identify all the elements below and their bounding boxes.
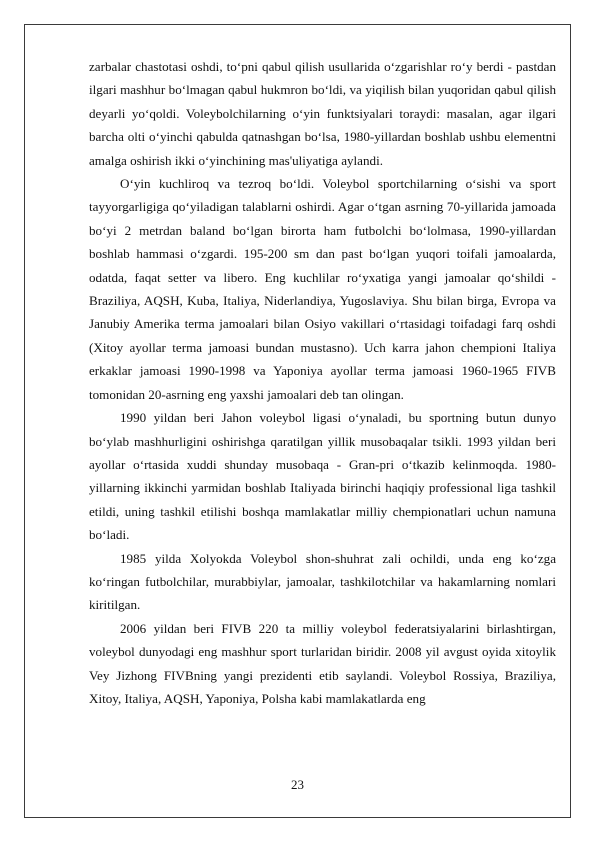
paragraph-3: 1990 yildan beri Jahon voleybol ligasi o‘ynaladi, bu sportning butun dunyo bo‘ylab mashhurligini oshirishga qaratilgan yillik musobaqalar tsikli. 1993 yildan beri ayollar o‘rtasida xuddi shunday musobaqa - Gran-pri o‘tkazib kelinmoqda. 1980-yillarning ikkinchi yarmidan boshlab Italiyada birinchi haqiqiy professional liga tashkil etildi, uning tashkil etilishi boshqa mamlakatlar milliy chempionatlari uchun namuna bo‘ladi.: [89, 410, 556, 543]
paragraph-2: O‘yin kuchliroq va tezroq bo‘ldi. Voleybol sportchilarning o‘sishi va sport tayyorgarligiga qo‘yiladigan talablarni oshirdi. Agar o‘tgan asrning 70-yillarida jamoada bo‘yi 2 metrdan baland bo‘lgan birorta ham futbolchi bo‘lolmasa, 1990-yillardan boshlab hammasi o‘zgardi. 195-200 sm dan past bo‘lgan yuqori toifali jamoalarda, odatda, faqat setter va libero. Eng kuchlilar ro‘yxatiga yangi jamoalar qo‘shildi - Braziliya, AQSH, Kuba, Italiya, Niderlandiya, Yugoslaviya. Shu bilan birga, Evropa va Janubiy Amerika terma jamoalari bilan Osiyo vakillari o‘rtasidagi toifadagi farq oshdi (Xitoy ayollar terma jamoasi bundan mustasno). Uch karra jahon chempioni Italiya erkaklar jamoasi 1990-1998 va Yaponiya ayollar terma jamoasi 1960-1965 FIVB tomonidan 20-asrning eng yaxshi jamoalari deb tan olingan.: [89, 176, 556, 402]
body-text: [89, 55, 556, 710]
paragraph-5: 2006 yildan beri FIVB 220 ta milliy voleybol federatsiyalarini birlashtirgan, voleybol dunyodagi eng mashhur sport turlaridan biridir. 2008 yil avgust oyida xitoylik Vey Jizhong FIVBning yangi prezidenti etib saylandi. Voleybol Rossiya, Braziliya, Xitoy, Italiya, AQSH, Yaponiya, Polsha kabi mamlakatlarda eng: [89, 620, 556, 706]
paragraph-1: zarbalar chastotasi oshdi, to‘pni qabul qilish usullarida o‘zgarishlar ro‘y berdi - pastdan ilgari mashhur bo‘lmagan qabul hukmron bo‘ldi, va yiqilish bilan yuqoridan qabul qilish deyarli yo‘qoldi. Voleybolchilarning o‘yin funktsiyalari toraydi: masalan, agar ilgari barcha olti o‘yinchi qabulda qatnashgan bo‘lsa, 1980-yillardan boshlab ushbu elementni amalga oshirish ikki o‘yinchining mas'uliyatiga aylandi.: [89, 59, 556, 168]
page-number: 23: [291, 777, 304, 792]
paragraph-4: 1985 yilda Xolyokda Voleybol shon-shuhrat zali ochildi, unda eng ko‘zga ko‘ringan futbolchilar, murabbiylar, jamoalar, tashkilotchilar va hakamlarning nomlari kiritilgan.: [89, 550, 556, 613]
